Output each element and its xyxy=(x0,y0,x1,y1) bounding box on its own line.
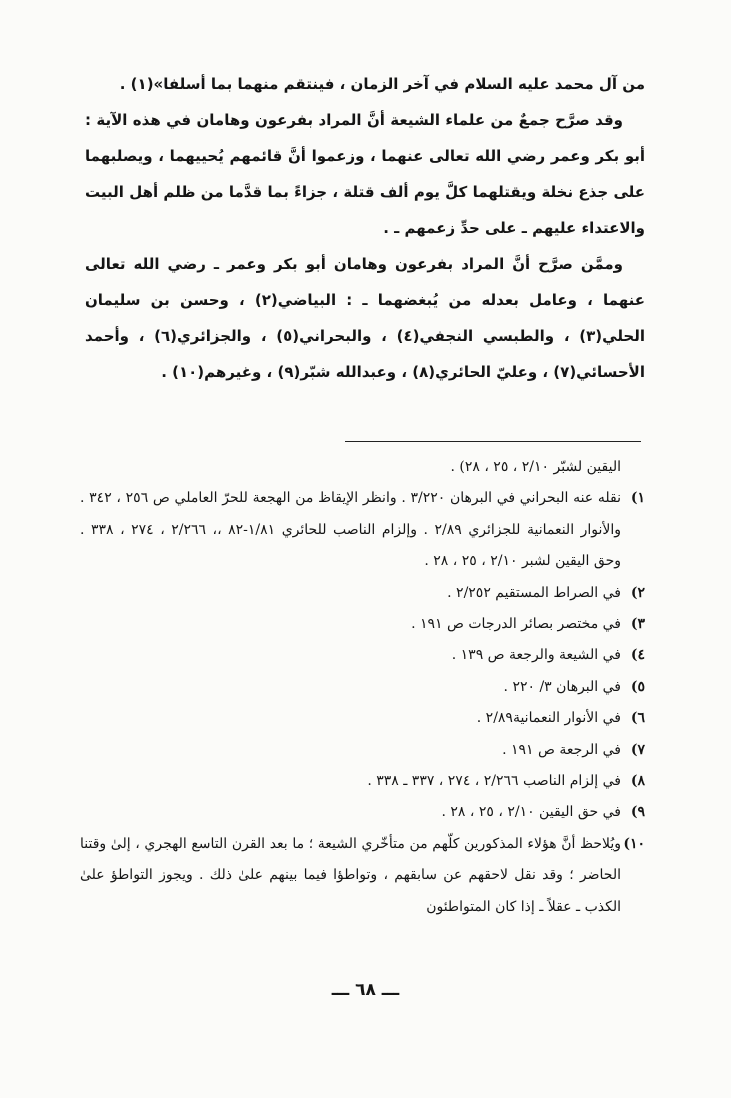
footnote-8 xyxy=(80,766,645,797)
footnote-text: في إلزام الناصب ٢/٢٦٦ ، ٢٧٤ ، ٣٣٧ ـ ٣٣٨ . xyxy=(367,773,621,790)
footnote-4 xyxy=(80,640,645,671)
footnote-number: ٤) xyxy=(630,647,645,664)
footnote-number: ٣) xyxy=(630,616,645,633)
footnote-text: في الرجعة ص ١٩١ . xyxy=(502,741,621,758)
footnote-continuation: اليقين لشبّر ٢/١٠ ، ٢٥ ، ٢٨) . xyxy=(450,459,621,475)
footnote-text: نقله عنه البحراني في البرهان ٣/٢٢٠ . وانظر الإيقاظ من الهجعة للحرّ العاملي ص ٢٥٦ ، ٣٤٢ . والأنوار النعمانية للجزائري ٢/٨٩ . وإلزام الناصب للحائري ١/٨١-٨٢ ،، ٢/٢٦٦ ، ٢٧٤ ، ٣٣٨ . وحق اليقين لشبر ٢/١٠ ، ٢٥ ، ٢٨ . xyxy=(80,490,622,570)
footnote-number: ١٠) xyxy=(623,835,645,852)
footnote-7 xyxy=(80,735,645,766)
footnote-text: في الشيعة والرجعة ص ١٣٩ . xyxy=(451,647,621,664)
footnote-number: ٨) xyxy=(630,773,645,790)
main-text xyxy=(85,66,645,390)
footnote-5 xyxy=(80,672,645,703)
footnote-6 xyxy=(80,703,645,734)
footnote-text: ويُلاحظ أنَّ هؤلاء المذكورين كلّهم من متأخّري الشيعة ؛ ما بعد القرن التاسع الهجري ، إلىٰ وقتنا الحاضر ؛ وقد نقل لاحقهم عن سابقهم ، وتواطؤا فيما بينهم علىٰ ذلك . ويجوز التواطؤ علىٰ الكذب ـ عقلاً ـ إذا كان المتواطئون xyxy=(80,835,621,915)
footnote-9 xyxy=(80,797,645,828)
footnote-text: في البرهان ٣/ ٢٢٠ . xyxy=(503,678,621,695)
footnote-number: ٩) xyxy=(630,804,645,821)
footnote-1 xyxy=(80,483,645,577)
paragraph-3: وممَّن صرَّح أنَّ المراد بفرعون وهامان أبو بكر وعمر ـ رضي الله تعالى عنهما ، وعامل بعدله من يُبغضهما ـ : البياضي(٢) ، وحسن بن سليمان الحلي(٣) ، والطبسي النجفي(٤) ، والبحراني(٥) ، والجزائري(٦) ، وأحمد الأحسائي(٧) ، وعليّ الحائري(٨) ، وعبدالله شبّر(٩) ، وغيرهم(١٠) . xyxy=(85,255,646,381)
footnote-number: ٥) xyxy=(630,678,645,695)
paragraph-1: من آل محمد عليه السلام في آخر الزمان ، فينتقم منهما بما أسلفا»(١) . xyxy=(119,75,645,93)
footnote-text: في حق اليقين ٢/١٠ ، ٢٥ ، ٢٨ . xyxy=(441,804,621,821)
footnote-3 xyxy=(80,609,645,640)
page-number: ـــ ٦٨ ـــ xyxy=(331,980,400,1000)
footnote-text: في الصراط المستقيم ٢/٢٥٢ . xyxy=(447,584,621,601)
footnote-number: ٦) xyxy=(630,710,645,727)
footnote-number: ١) xyxy=(630,490,645,507)
footnote-text: في الأنوار النعمانية٢/٨٩ . xyxy=(476,710,621,727)
footnote-text: في مختصر بصائر الدرجات ص ١٩١ . xyxy=(411,616,621,633)
footnote-number: ٧) xyxy=(630,741,645,758)
footnote-divider xyxy=(345,441,641,442)
footnote-number: ٢) xyxy=(630,584,645,601)
footnote-10 xyxy=(80,829,645,923)
paragraph-2: وقد صرَّح جمعٌ من علماء الشيعة أنَّ المراد بفرعون وهامان في هذه الآية : أبو بكر وعمر رضي الله تعالى عنهما ، وزعموا أنَّ قائمهم يُحييهما ، ويصلبهما على جذع نخلة ويقتلهما كلَّ يوم ألف قتلة ، جزاءً بما قدَّما من ظلم أهل البيت والاعتداء عليهم ـ على حدِّ زعمهم ـ . xyxy=(85,111,645,237)
footnotes xyxy=(80,452,645,923)
footnote-2 xyxy=(80,578,645,609)
